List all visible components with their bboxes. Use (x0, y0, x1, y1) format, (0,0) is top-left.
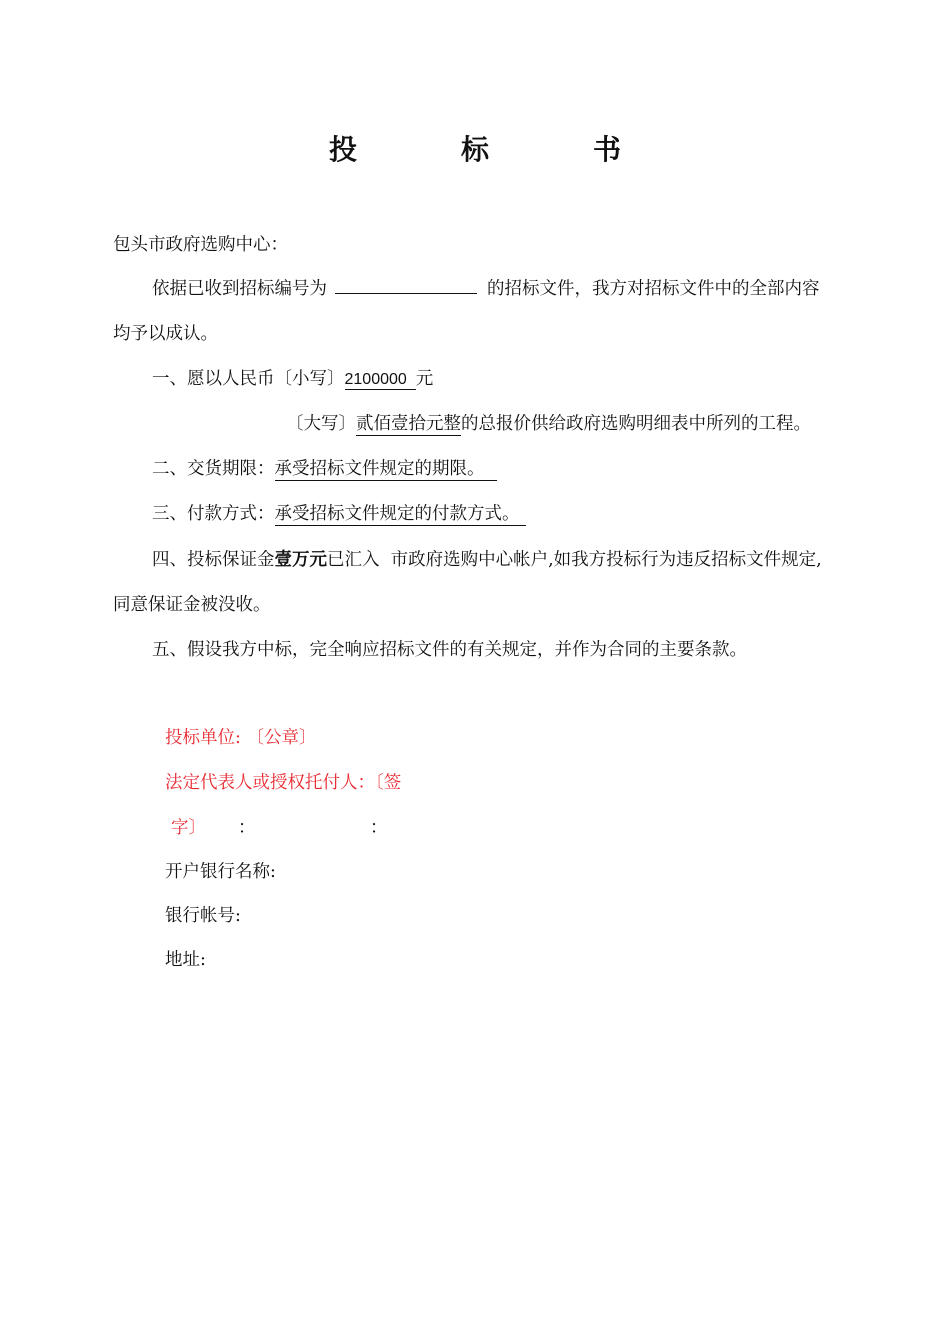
item3-value: 承受招标文件规定的付款方式。 (275, 504, 526, 526)
signature-rep-line (165, 771, 401, 795)
bank-name-label: 开户银行名称: (165, 862, 276, 882)
address-label: 地址: (165, 950, 206, 970)
bank-account-label: 银行帐号: (165, 906, 241, 926)
item2-line (152, 457, 497, 481)
item3-label: 三、付款方式： (152, 504, 275, 524)
bank-name-line (165, 860, 276, 884)
date-colon-1: ： (238, 818, 256, 838)
capital-label: 〔大写〕 (286, 414, 356, 434)
item4-suffix: 已汇入 市政府选购中心帐户,如我方投标行为违反招标文件规定, (327, 550, 822, 570)
date-colon-2: ： (370, 818, 388, 838)
amount-small: 2100000 (345, 371, 416, 390)
item1-prefix: 一、愿以人民币〔小写〕 (152, 369, 345, 389)
intro-continuation-line (113, 322, 218, 346)
address-line (165, 948, 206, 972)
item5-line (152, 638, 747, 662)
item4-continuation: 同意保证金被没收。 (113, 595, 271, 615)
intro-continuation: 均予以成认。 (113, 324, 218, 344)
recipient: 包头市政府选购中心： (113, 235, 288, 255)
legal-rep-label-cont: 字〕 (171, 818, 206, 838)
bank-account-line (165, 904, 241, 928)
signature-rep-cont-line (165, 816, 206, 840)
item4-prefix: 四、投标保证金 (152, 550, 275, 570)
item4-continuation-line (113, 593, 271, 617)
intro-suffix: 的招标文件，我方对招标文件中的全部内容 (487, 279, 820, 299)
item2-label: 二、交货期限： (152, 459, 275, 479)
intro-prefix: 依据已收到招标编号为 (152, 279, 327, 299)
item1-line (152, 367, 433, 392)
amount-unit: 元 (415, 369, 434, 389)
capital-suffix: 的总报价供给政府选购明细表中所列的工程。 (461, 414, 811, 434)
signature-unit-line (165, 726, 316, 750)
item2-value: 承受招标文件规定的期限。 (275, 459, 497, 481)
document-title: 投 标 书 (328, 133, 659, 166)
intro-line (152, 277, 820, 301)
item4-line (152, 548, 822, 572)
legal-rep-label: 法定代表人或授权托付人：〔签 (165, 773, 402, 793)
recipient-line (113, 233, 288, 257)
item3-line (152, 502, 526, 526)
tender-number-blank (335, 279, 477, 294)
amount-capital: 贰佰壹拾元整 (356, 414, 461, 434)
item5: 五、假设我方中标，完全响应招标文件的有关规定，并作为合同的主要条款。 (152, 640, 747, 660)
item1-capital-line (286, 412, 811, 436)
deposit-amount: 壹万元 (274, 550, 327, 570)
bidder-unit-label: 投标单位: 〔公章〕 (165, 728, 317, 748)
